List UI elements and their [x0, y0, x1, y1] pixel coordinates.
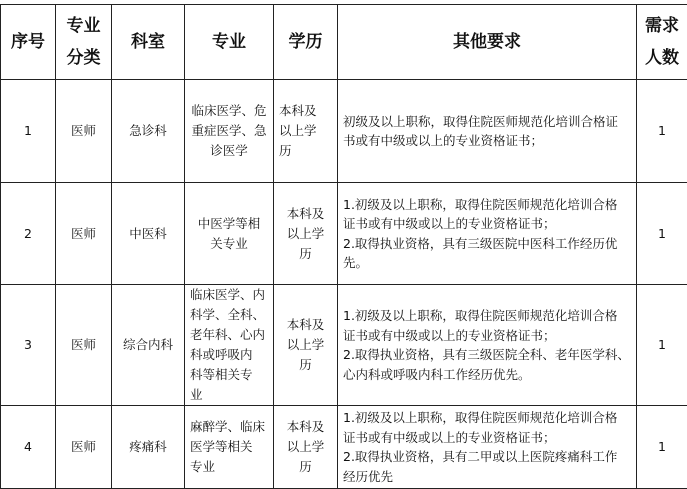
cell-requirements: 初级及以上职称，取得住院医师规范化培训合格证 书或有中级或以上的专业资格证书； [338, 80, 637, 183]
recruitment-table [0, 4, 687, 489]
cell-count: 1 [637, 406, 687, 489]
cell-major: 麻醉学、临床 医学等相关 专业 [185, 406, 274, 489]
cell-category: 医师 [56, 285, 112, 406]
table-row [1, 183, 687, 285]
cell-count: 1 [637, 285, 687, 406]
cell-requirements: 1.初级及以上职称，取得住院医师规范化培训合格 证书或有中级或以上的专业资格证书； 2.取得执业资格，具有三级医院中医科工作经历优 先。 [338, 183, 637, 285]
header-count: 需求 人数 [637, 5, 687, 80]
cell-education: 本科及 以上学 历 [274, 406, 338, 489]
cell-major: 临床医学、危 重症医学、急 诊医学 [185, 80, 274, 183]
cell-number: 4 [1, 406, 56, 489]
cell-education: 本科及 以上学 历 [274, 80, 338, 183]
header-row [1, 5, 687, 80]
cell-department: 疼痛科 [112, 406, 185, 489]
cell-number: 2 [1, 183, 56, 285]
table-row [1, 80, 687, 183]
table-row [1, 285, 687, 406]
header-department: 科室 [112, 5, 185, 80]
cell-department: 中医科 [112, 183, 185, 285]
cell-category: 医师 [56, 406, 112, 489]
cell-requirements: 1.初级及以上职称，取得住院医师规范化培训合格 证书或有中级或以上的专业资格证书； 2.取得执业资格，具有二甲或以上医院疼痛科工作 经历优先 [338, 406, 637, 489]
header-major: 专业 [185, 5, 274, 80]
header-category: 专业 分类 [56, 5, 112, 80]
cell-major: 临床医学、内 科学、全科、 老年科、心内 科或呼吸内 科等相关专 业 [185, 285, 274, 406]
cell-department: 综合内科 [112, 285, 185, 406]
cell-category: 医师 [56, 80, 112, 183]
table-row [1, 406, 687, 489]
cell-education: 本科及 以上学 历 [274, 183, 338, 285]
header-education: 学历 [274, 5, 338, 80]
cell-category: 医师 [56, 183, 112, 285]
cell-requirements: 1.初级及以上职称，取得住院医师规范化培训合格 证书或有中级或以上的专业资格证书； 2.取得执业资格，具有三级医院全科、老年医学科、 心内科或呼吸内科工作经历优先。 [338, 285, 637, 406]
cell-major: 中医学等相 关专业 [185, 183, 274, 285]
cell-count: 1 [637, 80, 687, 183]
header-requirements: 其他要求 [338, 5, 637, 80]
header-number: 序号 [1, 5, 56, 80]
cell-count: 1 [637, 183, 687, 285]
cell-department: 急诊科 [112, 80, 185, 183]
cell-education: 本科及 以上学 历 [274, 285, 338, 406]
cell-number: 3 [1, 285, 56, 406]
cell-number: 1 [1, 80, 56, 183]
